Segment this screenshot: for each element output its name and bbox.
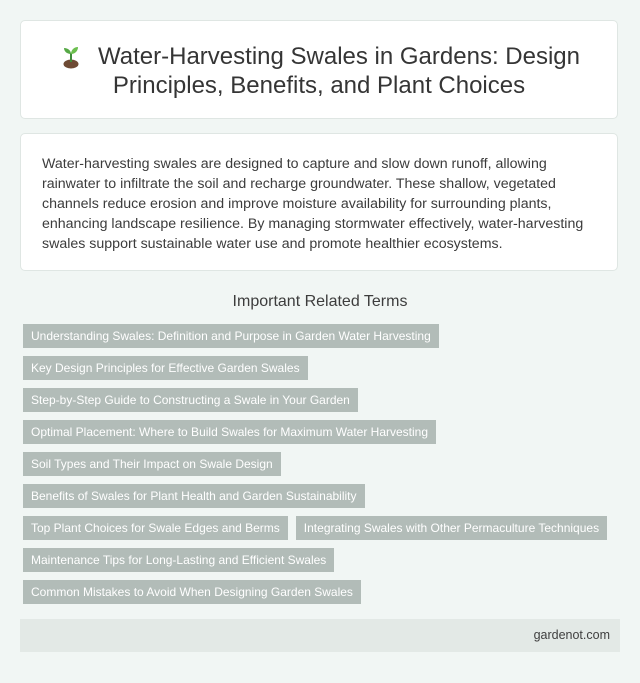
related-term-tag[interactable]: Integrating Swales with Other Permaculture Techniques bbox=[296, 516, 607, 540]
intro-paragraph: Water-harvesting swales are designed to capture and slow down runoff, allowing rainwater to infiltrate the soil and recharge groundwater. These shallow, vegetated channels reduce erosion and improve moisture availability for surrounding plants, enhancing landscape resilience. By managing stormwater effectively, water-harvesting swales support sustainable water use and promote healthier ecosystems. bbox=[42, 156, 584, 252]
related-term-tag[interactable]: Benefits of Swales for Plant Health and Garden Sustainability bbox=[23, 484, 365, 508]
related-terms-list bbox=[23, 324, 623, 612]
related-term-tag[interactable]: Key Design Principles for Effective Garden Swales bbox=[23, 356, 308, 380]
related-term-tag[interactable]: Top Plant Choices for Swale Edges and Berms bbox=[23, 516, 288, 540]
related-term-tag[interactable]: Common Mistakes to Avoid When Designing Garden Swales bbox=[23, 580, 361, 604]
seedling-icon bbox=[58, 43, 84, 69]
title-text-line-2: Principles, Benefits, and Plant Choices bbox=[112, 72, 526, 99]
related-term-tag[interactable]: Step-by-Step Guide to Constructing a Swale in Your Garden bbox=[23, 388, 358, 412]
footer-bar bbox=[20, 619, 620, 652]
title-card bbox=[20, 20, 618, 119]
title-text-line-1: Water-Harvesting Swales in Gardens: Design bbox=[98, 43, 580, 70]
related-term-tag[interactable]: Maintenance Tips for Long-Lasting and Efficient Swales bbox=[23, 548, 334, 572]
page-title bbox=[21, 42, 617, 100]
intro-card bbox=[20, 133, 618, 271]
related-term-tag[interactable]: Understanding Swales: Definition and Purpose in Garden Water Harvesting bbox=[23, 324, 439, 348]
related-term-tag[interactable]: Optimal Placement: Where to Build Swales for Maximum Water Harvesting bbox=[23, 420, 436, 444]
related-term-tag[interactable]: Soil Types and Their Impact on Swale Design bbox=[23, 452, 281, 476]
title-line-1 bbox=[21, 42, 617, 71]
related-terms-heading: Important Related Terms bbox=[232, 293, 408, 310]
footer-site-link[interactable]: gardenot.com bbox=[533, 628, 610, 642]
